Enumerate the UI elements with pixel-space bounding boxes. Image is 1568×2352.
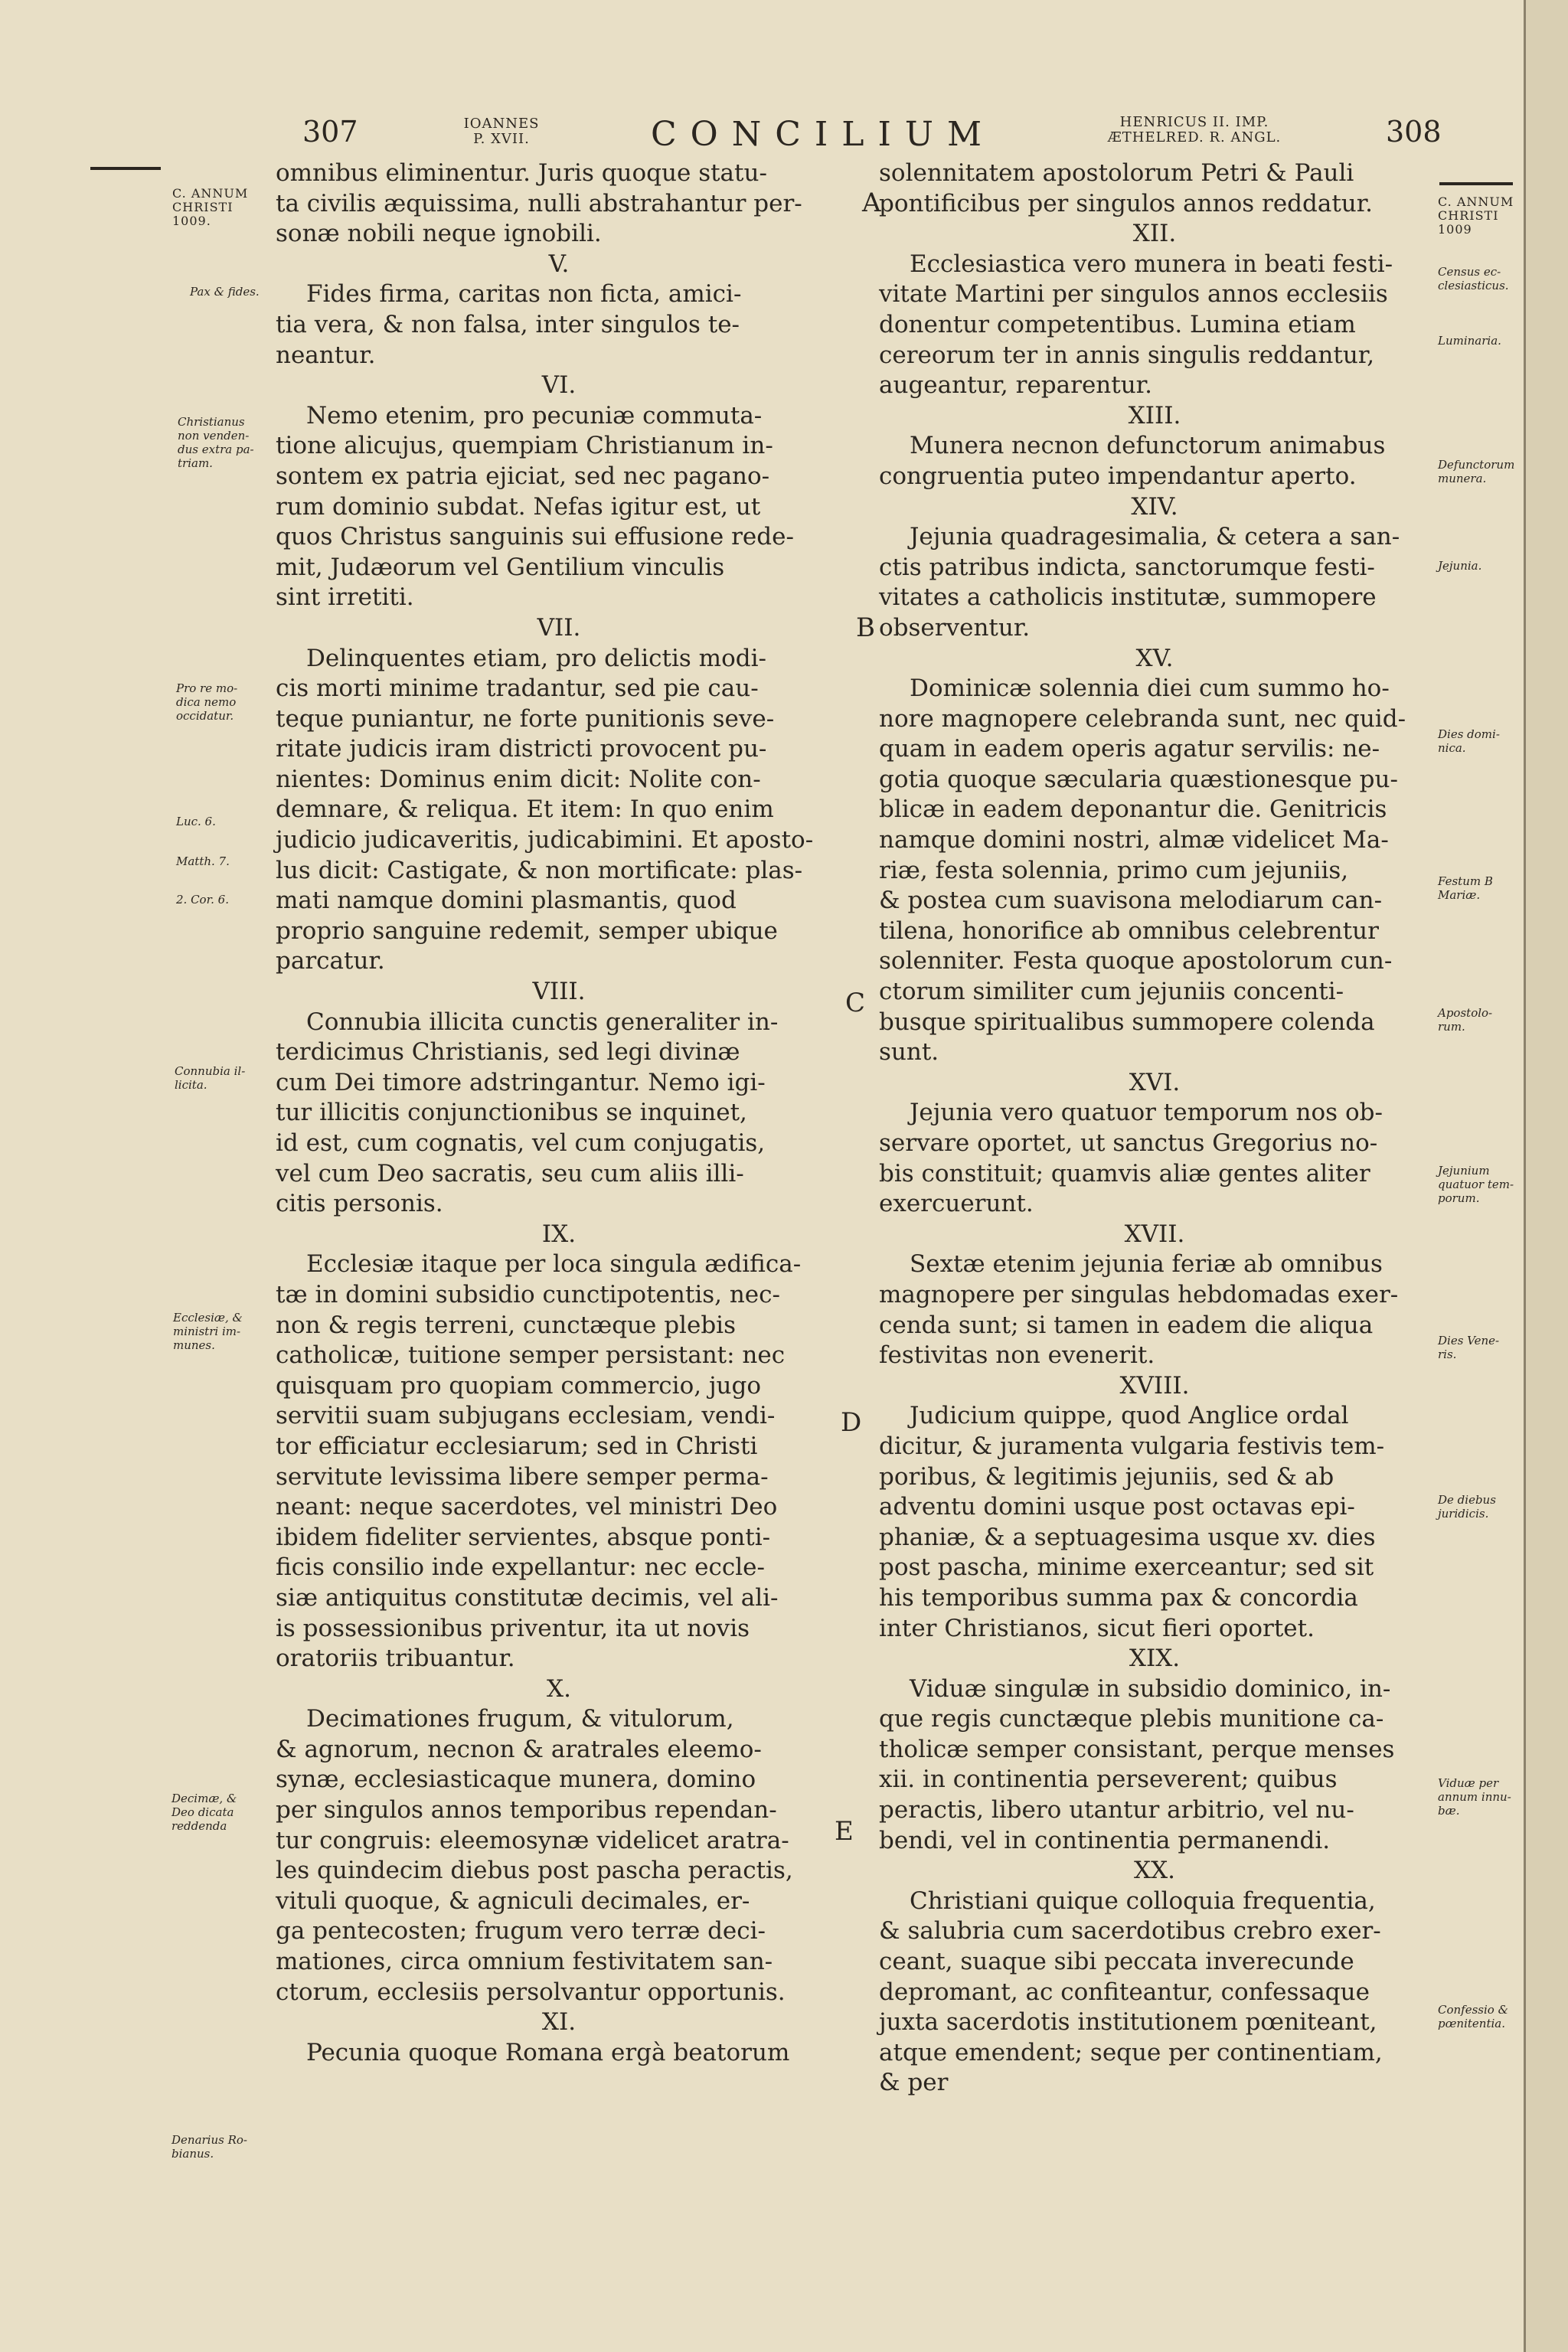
text-line: & salubria cum sacerdotibus crebro exer- bbox=[879, 1917, 1381, 1945]
text-line: sint irretiti. bbox=[276, 583, 414, 612]
text-line: ga pentecosten; frugum vero terræ deci- bbox=[276, 1917, 766, 1945]
text-line: cis morti minime tradantur, sed pie cau- bbox=[276, 675, 759, 703]
margin-note-apostolorum bbox=[1438, 1006, 1524, 1034]
margin-note-denarius bbox=[172, 2133, 294, 2161]
section-letter-b: B bbox=[856, 612, 875, 643]
text-line: sontem ex patria ejiciat, sed nec pagano- bbox=[276, 462, 770, 490]
section-heading: VII. bbox=[537, 613, 581, 642]
text-line: quisquam pro quopiam commercio, jugo bbox=[276, 1371, 762, 1400]
text-line: terdicimus Christianis, sed legi divinæ bbox=[276, 1038, 740, 1067]
text-line: & agnorum, necnon & aratrales eleemo- bbox=[276, 1735, 762, 1763]
running-head-right-line-1: HENRICUS II. IMP. bbox=[1119, 114, 1269, 130]
note-line: Pax & fides. bbox=[190, 285, 260, 299]
section-heading: XVII. bbox=[1124, 1220, 1185, 1248]
section-heading: XVIII. bbox=[1119, 1371, 1190, 1400]
note-line: clesiasticus. bbox=[1438, 279, 1509, 292]
text-line: ctorum similiter cum jejuniis concenti- bbox=[879, 978, 1344, 1006]
note-line: Viduæ per bbox=[1438, 1776, 1499, 1790]
text-line: servare oportet, ut sanctus Gregorius no- bbox=[879, 1129, 1378, 1157]
text-line: vitates a catholicis institutæ, summopere bbox=[879, 583, 1377, 612]
text-line: judicio judicaveritis, judicabimini. Et aposto- bbox=[276, 826, 814, 854]
note-line: ministri im- bbox=[173, 1325, 241, 1338]
margin-note-viduae bbox=[1438, 1776, 1524, 1818]
text-line: his temporibus summa pax & concordia bbox=[879, 1583, 1358, 1612]
note-line: Dies domi- bbox=[1438, 727, 1500, 741]
note-line: bæ. bbox=[1438, 1804, 1460, 1818]
note-line: non venden- bbox=[178, 429, 250, 443]
text-line: siæ antiquitus constitutæ decimis, vel ali- bbox=[276, 1583, 779, 1612]
text-line: Decimationes frugum, & vitulorum, bbox=[306, 1705, 734, 1733]
header-rule-right bbox=[1439, 182, 1513, 185]
text-line: Christiani quique colloquia frequentia, bbox=[910, 1886, 1376, 1915]
note-line: Apostolo- bbox=[1438, 1006, 1493, 1020]
text-line: mationes, circa omnium festivitatem san- bbox=[276, 1948, 773, 1976]
section-heading: VI. bbox=[541, 371, 577, 400]
section-heading: XI. bbox=[541, 2008, 577, 2037]
note-line: Connubia il- bbox=[175, 1064, 246, 1078]
text-line: sonæ nobili neque ignobili. bbox=[276, 220, 602, 248]
note-line: Jejunium bbox=[1438, 1164, 1490, 1178]
text-line: atque emendent; seque per continentiam, bbox=[879, 2038, 1383, 2066]
text-line: Viduæ singulæ in subsidio dominico, in- bbox=[910, 1674, 1391, 1703]
text-line: Pecunia quoque Romana ergà beatorum bbox=[306, 2038, 790, 2066]
note-line: ris. bbox=[1438, 1348, 1457, 1361]
section-heading: XIII. bbox=[1128, 401, 1181, 430]
text-line: augeantur, reparentur. bbox=[879, 371, 1152, 400]
margin-note-year-left bbox=[172, 187, 256, 228]
section-letter-a: A bbox=[862, 188, 881, 218]
text-line: tione alicujus, quempiam Christianum in- bbox=[276, 432, 773, 460]
text-line: donentur competentibus. Lumina etiam bbox=[879, 310, 1356, 338]
section-heading: XIV. bbox=[1131, 492, 1178, 521]
text-line: tia vera, & non falsa, inter singulos te- bbox=[276, 310, 740, 338]
text-line: Jejunia vero quatuor temporum nos ob- bbox=[910, 1099, 1383, 1127]
note-line: C. ANNUM bbox=[172, 186, 249, 201]
note-line: juridicis. bbox=[1438, 1507, 1489, 1521]
text-line: solenniter. Festa quoque apostolorum cun- bbox=[879, 947, 1393, 975]
note-line: licita. bbox=[175, 1078, 207, 1092]
note-line: dus extra pa- bbox=[178, 443, 254, 456]
facing-page-edge bbox=[1524, 0, 1568, 2352]
section-heading: X. bbox=[547, 1674, 571, 1703]
note-line: bianus. bbox=[172, 2147, 214, 2161]
text-line: teque puniantur, ne forte punitionis seve- bbox=[276, 704, 775, 733]
note-line: Luminaria. bbox=[1438, 334, 1501, 348]
margin-note-jejunium-quatuor bbox=[1438, 1164, 1524, 1205]
text-line: Delinquentes etiam, pro delictis modi- bbox=[306, 644, 766, 672]
note-line: Mariæ. bbox=[1438, 888, 1481, 902]
running-head-left bbox=[448, 116, 555, 147]
text-line: depromant, ac confiteantur, confessaque bbox=[879, 1978, 1370, 2006]
note-line: triam. bbox=[178, 456, 213, 470]
note-line: Census ec- bbox=[1438, 265, 1501, 279]
page-number-left: 307 bbox=[302, 115, 358, 149]
text-line: quam in eadem operis agatur servilis: ne- bbox=[879, 735, 1380, 763]
note-line: Luc. 6. bbox=[176, 815, 216, 828]
text-line: oratoriis tribuantur. bbox=[276, 1645, 515, 1673]
text-line: bis constituit; quamvis aliæ gentes aliter bbox=[879, 1159, 1370, 1187]
note-line: pœnitentia. bbox=[1438, 2017, 1505, 2030]
note-line: Jejunia. bbox=[1438, 559, 1482, 573]
text-line: ficis consilio inde expellantur: nec eccle- bbox=[276, 1553, 765, 1582]
note-line: rum. bbox=[1438, 1020, 1465, 1034]
text-line: cereorum ter in annis singulis reddantur, bbox=[879, 341, 1375, 369]
text-line: congruentia puteo impendantur aperto. bbox=[879, 462, 1357, 490]
text-line: peractis, libero utantur arbitrio, vel nu- bbox=[879, 1796, 1354, 1824]
note-line: Matth. 7. bbox=[176, 854, 230, 868]
text-line: juxta sacerdotis institutionem pœniteant, bbox=[879, 2008, 1377, 2037]
text-line: servitii suam subjugans ecclesiam, vendi- bbox=[276, 1402, 776, 1430]
text-line: lus dicit: Castigate, & non mortificate: plas- bbox=[276, 856, 803, 884]
text-line: inter Christianos, sicut fieri oportet. bbox=[879, 1614, 1315, 1642]
section-heading: XV. bbox=[1135, 644, 1174, 672]
running-head-left-line-1: IOANNES bbox=[463, 116, 540, 132]
note-line: reddenda bbox=[172, 1819, 227, 1833]
text-line: tor efficiatur ecclesiarum; sed in Christi bbox=[276, 1432, 758, 1460]
text-line: & per bbox=[879, 2069, 949, 2097]
text-line: synæ, ecclesiasticaque munera, domino bbox=[276, 1766, 756, 1794]
text-line: Judicium quippe, quod Anglice ordal bbox=[910, 1402, 1349, 1430]
text-line: namque domini nostri, almæ videlicet Ma- bbox=[879, 826, 1389, 854]
note-line: dica nemo bbox=[176, 695, 237, 709]
margin-note-festum-mariae bbox=[1438, 874, 1524, 902]
section-heading: VIII. bbox=[532, 978, 586, 1006]
text-line: Munera necnon defunctorum animabus bbox=[910, 432, 1386, 460]
header-rule-left bbox=[90, 167, 161, 170]
note-line: CHRISTI bbox=[172, 200, 234, 214]
text-line: tur illicitis conjunctionibus se inquinet, bbox=[276, 1099, 747, 1127]
text-line: gotia quoque sæcularia quæstionesque pu- bbox=[879, 765, 1398, 793]
note-line: porum. bbox=[1438, 1191, 1480, 1205]
text-line: solennitatem apostolorum Petri & Pauli bbox=[879, 159, 1354, 187]
text-line: vitate Martini per singulos annos ecclesiis bbox=[879, 280, 1388, 309]
margin-note-year-right bbox=[1438, 195, 1514, 237]
text-line: is possessionibus priventur, ita ut novis bbox=[276, 1614, 750, 1642]
text-line: citis personis. bbox=[276, 1190, 443, 1218]
text-column-left bbox=[276, 158, 842, 2068]
text-line: Jejunia quadragesimalia, & cetera a san- bbox=[910, 523, 1400, 551]
text-line: parcatur. bbox=[276, 947, 385, 975]
text-line: exercuerunt. bbox=[879, 1190, 1034, 1218]
text-line: que regis cunctæque plebis munitione ca- bbox=[879, 1705, 1384, 1733]
text-line: Fides firma, caritas non ficta, amici- bbox=[306, 280, 742, 309]
text-line: ctorum, ecclesiis persolvantur opportunis. bbox=[276, 1978, 786, 2006]
note-line: Festum B bbox=[1438, 874, 1493, 888]
text-line: Sextæ etenim jejunia feriæ ab omnibus bbox=[910, 1250, 1383, 1279]
note-line: 1009 bbox=[1438, 222, 1472, 237]
section-letter-e: E bbox=[835, 1816, 854, 1847]
margin-note-census bbox=[1438, 265, 1524, 292]
text-line: tholicæ semper consistant, perque menses bbox=[879, 1735, 1395, 1763]
section-heading: V. bbox=[548, 250, 570, 278]
text-line: cenda sunt; si tamen in eadem die aliqua bbox=[879, 1311, 1374, 1339]
text-line: vituli quoque, & agniculi decimales, er- bbox=[276, 1886, 750, 1915]
text-line: poribus, & legitimis jejuniis, sed & ab bbox=[879, 1462, 1334, 1491]
text-line: festivitas non evenerit. bbox=[879, 1341, 1155, 1370]
text-line: les quindecim diebus post pascha peractis, bbox=[276, 1857, 793, 1885]
note-line: Confessio & bbox=[1438, 2003, 1508, 2017]
note-line: 2. Cor. 6. bbox=[176, 893, 229, 906]
text-line: & postea cum suavisona melodiarum can- bbox=[879, 887, 1383, 915]
text-line: Ecclesiastica vero munera in beati festi- bbox=[910, 250, 1393, 278]
margin-note-confessio bbox=[1438, 2003, 1524, 2030]
margin-note-juridicis bbox=[1438, 1493, 1524, 1521]
note-line: C. ANNUM bbox=[1438, 194, 1514, 209]
section-letter-c: C bbox=[845, 988, 866, 1018]
text-line: blicæ in eadem deponantur die. Genitricis bbox=[879, 795, 1387, 824]
note-line: Dies Vene- bbox=[1438, 1334, 1500, 1348]
note-line: Pro re mo- bbox=[176, 681, 238, 695]
text-line: ritate judicis iram districti provocent pu- bbox=[276, 735, 767, 763]
margin-note-defunctorum bbox=[1438, 458, 1524, 485]
text-line: rum dominio subdat. Nefas igitur est, ut bbox=[276, 492, 761, 521]
note-line: De diebus bbox=[1438, 1493, 1496, 1507]
page-number-right: 308 bbox=[1386, 115, 1442, 149]
text-line: tilena, honorifice ab omnibus celebrentur bbox=[879, 916, 1379, 945]
text-line: neantur. bbox=[276, 341, 376, 369]
text-line: nientes: Dominus enim dicit: Nolite con- bbox=[276, 765, 761, 793]
text-line: sunt. bbox=[879, 1038, 939, 1067]
section-heading: XVI. bbox=[1129, 1068, 1181, 1096]
text-line: Nemo etenim, pro pecuniæ commuta- bbox=[306, 401, 763, 430]
text-line: phaniæ, & a septuagesima usque xv. dies bbox=[879, 1523, 1376, 1551]
note-line: Ecclesiæ, & bbox=[173, 1311, 243, 1325]
running-head-center: CONCILIUM bbox=[651, 115, 996, 154]
note-line: Christianus bbox=[178, 415, 245, 429]
margin-note-dies-veneris bbox=[1438, 1334, 1524, 1361]
text-line: non & regis terreni, cunctæque plebis bbox=[276, 1311, 736, 1339]
note-line: Defunctorum bbox=[1438, 458, 1515, 472]
text-line: ceant, suaque sibi peccata inverecunde bbox=[879, 1948, 1354, 1976]
note-line: quatuor tem- bbox=[1438, 1178, 1514, 1191]
note-line: 1009. bbox=[172, 214, 211, 228]
note-line: munes. bbox=[173, 1338, 215, 1352]
note-line: annum innu- bbox=[1438, 1790, 1511, 1804]
text-line: mit, Judæorum vel Gentilium vinculis bbox=[276, 553, 725, 581]
note-line: nica. bbox=[1438, 741, 1466, 755]
text-line: servitute levissima libere semper perma- bbox=[276, 1462, 769, 1491]
text-line: omnibus eliminentur. Juris quoque statu- bbox=[276, 159, 767, 187]
running-head-left-line-2: P. XVII. bbox=[473, 131, 530, 147]
text-line: xii. in continentia perseverent; quibus bbox=[879, 1766, 1338, 1794]
margin-note-jejunia bbox=[1438, 559, 1524, 573]
text-line: proprio sanguine redemit, semper ubique bbox=[276, 916, 778, 945]
text-line: busque spiritualibus summopere colenda bbox=[879, 1008, 1375, 1036]
text-line: id est, cum cognatis, vel cum conjugatis, bbox=[276, 1129, 766, 1157]
note-line: munera. bbox=[1438, 472, 1487, 485]
text-line: mati namque domini plasmantis, quod bbox=[276, 887, 737, 915]
text-line: demnare, & reliqua. Et item: In quo enim bbox=[276, 795, 774, 824]
text-line: ta civilis æquissima, nulli abstrahantur per- bbox=[276, 189, 802, 217]
section-letter-d: D bbox=[841, 1407, 862, 1438]
text-line: dicitur, & juramenta vulgaria festivis tem- bbox=[879, 1432, 1385, 1460]
text-line: magnopere per singulas hebdomadas exer- bbox=[879, 1280, 1399, 1308]
text-line: pontificibus per singulos annos reddatur. bbox=[879, 189, 1374, 217]
section-heading: XIX. bbox=[1129, 1645, 1181, 1673]
text-line: catholicæ, tuitione semper persistant: nec bbox=[276, 1341, 786, 1370]
note-line: Decimæ, & bbox=[172, 1792, 237, 1805]
running-head-right bbox=[1080, 115, 1309, 145]
text-line: tur congruis: eleemosynæ videlicet aratra- bbox=[276, 1826, 789, 1854]
section-heading: IX. bbox=[541, 1220, 577, 1248]
text-line: adventu domini usque post octavas epi- bbox=[879, 1493, 1355, 1521]
text-line: riæ, festa solennia, primo cum jejuniis, bbox=[879, 856, 1349, 884]
section-heading: XX. bbox=[1134, 1857, 1175, 1885]
text-line: post pascha, minime exerceantur; sed sit bbox=[879, 1553, 1374, 1582]
text-line: ctis patribus indicta, sanctorumque festi- bbox=[879, 553, 1375, 581]
text-line: ibidem fideliter servientes, absque ponti- bbox=[276, 1523, 771, 1551]
text-line: nore magnopere celebranda sunt, nec quid- bbox=[879, 704, 1406, 733]
margin-note-dies-dominica bbox=[1438, 727, 1524, 755]
text-line: Connubia illicita cunctis generaliter in- bbox=[306, 1008, 779, 1036]
note-line: Denarius Ro- bbox=[172, 2133, 247, 2147]
text-line: vel cum Deo sacratis, seu cum aliis illi- bbox=[276, 1159, 744, 1187]
note-line: occidatur. bbox=[176, 709, 234, 723]
text-line: bendi, vel in continentia permanendi. bbox=[879, 1826, 1331, 1854]
text-line: per singulos annos temporibus rependan- bbox=[276, 1796, 777, 1824]
running-head-right-line-2: ÆTHELRED. R. ANGL. bbox=[1107, 129, 1282, 145]
text-line: observentur. bbox=[879, 613, 1031, 642]
margin-note-luminaria bbox=[1438, 334, 1524, 348]
text-line: Dominicæ solennia diei cum summo ho- bbox=[910, 675, 1390, 703]
text-line: quos Christus sanguinis sui effusione rede- bbox=[276, 523, 794, 551]
text-line: Ecclesiæ itaque per loca singula ædifica- bbox=[306, 1250, 802, 1279]
text-line: cum Dei timore adstringantur. Nemo igi- bbox=[276, 1068, 766, 1096]
text-column-right bbox=[879, 158, 1430, 2099]
text-line: tæ in domini subsidio cunctipotentis, nec- bbox=[276, 1280, 780, 1308]
text-line: neant: neque sacerdotes, vel ministri Deo bbox=[276, 1493, 778, 1521]
note-line: CHRISTI bbox=[1438, 208, 1499, 223]
section-heading: XII. bbox=[1132, 220, 1177, 248]
note-line: Deo dicata bbox=[172, 1805, 234, 1819]
